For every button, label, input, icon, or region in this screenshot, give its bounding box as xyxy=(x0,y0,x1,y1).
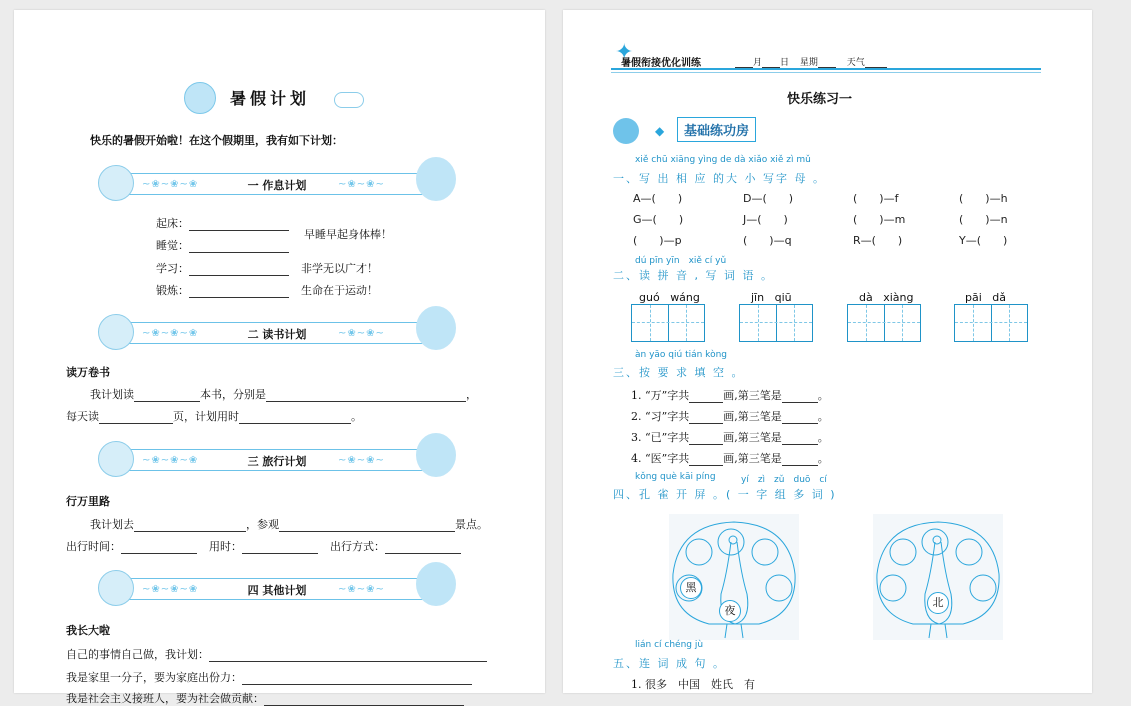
schedule-row: 学习： 非学无以广才！ xyxy=(156,262,378,275)
banner-travel: ~❀~❀~❀ ~❀~❀~ 三 旅行计划 xyxy=(98,439,456,479)
other-line-1: 自己的事情自己做，我计划： xyxy=(66,646,487,662)
peacock-figure xyxy=(873,514,1003,640)
right-page xyxy=(563,10,1092,693)
travel-line-2: 出行时间： 用时： 出行方式： xyxy=(66,538,461,554)
q4-pinyin: yí zì zǔ duō cí xyxy=(741,475,827,485)
fill-item: 2. “习”字共 画,第三笔是 。 xyxy=(631,410,829,423)
banner-title: 一 作息计划 xyxy=(247,179,307,192)
schedule-row: 起床： xyxy=(156,215,289,231)
letter-item: D—( ) xyxy=(743,192,794,205)
cloud-icon xyxy=(334,92,364,108)
letter-item: ( )—h xyxy=(959,192,1008,205)
letter-item: ( )—p xyxy=(633,234,682,247)
peacock-char: 黑 xyxy=(680,577,702,599)
letter-item: Y—( ) xyxy=(959,234,1008,247)
page-title: 暑假计划 xyxy=(230,89,311,108)
other-line-3: 我是社会主义接班人，要为社会做贡献： xyxy=(66,690,464,706)
word-pinyin: dà xiàng xyxy=(859,291,914,304)
writing-grid[interactable] xyxy=(847,304,921,342)
travel-line-1: 我计划去 ，参观 景点。 xyxy=(90,518,488,531)
reading-heading: 读万卷书 xyxy=(66,366,110,379)
header-brand: 暑假衔接优化训练 xyxy=(621,58,701,69)
intro-text: 快乐的暑假开始啦！在这个假期里，我有如下计划： xyxy=(90,134,343,147)
banner-reading: ~❀~❀~❀ ~❀~❀~ 二 读书计划 xyxy=(98,312,456,352)
q1-pinyin: xiě chū xiāng yìng de dà xiǎo xiě zì mǔ xyxy=(635,155,811,165)
peacock-char: 北 xyxy=(927,592,949,614)
banner-schedule: ~❀~❀~❀ ~❀~❀~ 一 作息计划 xyxy=(98,163,456,203)
writing-grid[interactable] xyxy=(631,304,705,342)
schedule-row: 睡觉： xyxy=(156,237,289,253)
q4-title: 四、孔 雀 开 屏 。( 一 字 组 多 词 ) xyxy=(613,488,837,501)
sentence-item: 1. 很多 中国 姓氏 有 xyxy=(631,678,755,691)
title-banner xyxy=(184,80,374,112)
q5-pinyin: lián cí chéng jù xyxy=(635,640,704,650)
q2-pinyin: dú pīn yīn xiě cí yǔ xyxy=(635,256,727,266)
letter-item: ( )—n xyxy=(959,213,1008,226)
banner-title: 二 读书计划 xyxy=(247,328,307,341)
q4-pinyin: kǒng què kāi píng xyxy=(635,472,716,482)
reading-line-2: 每天读 页，计划用时 。 xyxy=(66,410,362,423)
letter-item: J—( ) xyxy=(743,213,788,226)
writing-grid[interactable] xyxy=(739,304,813,342)
left-page xyxy=(14,10,545,705)
fill-item: 4. “医”字共 画,第三笔是 。 xyxy=(631,452,829,465)
banner-title: 三 旅行计划 xyxy=(247,455,307,468)
exercise-title: 快乐练习一 xyxy=(787,92,853,107)
letter-item: ( )—m xyxy=(853,213,906,226)
header-rule xyxy=(611,72,1041,73)
fill-item: 3. “已”字共 画,第三笔是 。 xyxy=(631,431,829,444)
word-pinyin: pāi dǎ xyxy=(965,291,1007,304)
q3-pinyin: àn yāo qiú tián kòng xyxy=(635,350,727,360)
letter-item: G—( ) xyxy=(633,213,684,226)
letter-item: R—( ) xyxy=(853,234,903,247)
letter-item: ( )—f xyxy=(853,192,899,205)
writing-grid[interactable] xyxy=(954,304,1028,342)
q1-title: 一、写 出 相 应 的大 小 写字 母 。 xyxy=(613,172,826,185)
banner-title: 四 其他计划 xyxy=(247,584,307,597)
gear-icon xyxy=(613,118,639,144)
header-rule xyxy=(611,68,1041,70)
letter-item: ( )—q xyxy=(743,234,792,247)
travel-heading: 行万里路 xyxy=(66,495,110,508)
peacock-icon xyxy=(873,514,1003,640)
word-pinyin: jīn qiū xyxy=(751,291,792,304)
star-icon: ✦ xyxy=(615,40,634,65)
reading-line-1: 我计划读 本书，分别是 ， xyxy=(90,388,477,401)
fill-item: 1. “万”字共 画,第三笔是 。 xyxy=(631,389,829,402)
diamond-icon: ◆ xyxy=(655,124,665,138)
q3-title: 三、按 要 求 填 空 。 xyxy=(613,366,745,379)
other-line-2: 我是家里一分子，要为家庭出份力： xyxy=(66,669,472,685)
banner-other: ~❀~❀~❀ ~❀~❀~ 四 其他计划 xyxy=(98,568,456,608)
q5-title: 五、连 词 成 句 。 xyxy=(613,657,726,670)
word-pinyin: guó wáng xyxy=(639,291,700,304)
section-banner: 基础练功房 xyxy=(677,117,756,142)
schedule-row: 锻炼： 生命在于运动！ xyxy=(156,284,378,297)
header-date-fields: 月 日 星期 天气 xyxy=(735,55,887,68)
peacock-char: 夜 xyxy=(719,600,741,622)
kid-icon xyxy=(184,82,216,114)
other-heading: 我长大啦 xyxy=(66,624,110,637)
q2-title: 二、读 拼 音 , 写 词 语 。 xyxy=(613,269,774,282)
letter-item: A—( ) xyxy=(633,192,683,205)
schedule-note: 早睡早起身体棒！ xyxy=(304,228,392,241)
